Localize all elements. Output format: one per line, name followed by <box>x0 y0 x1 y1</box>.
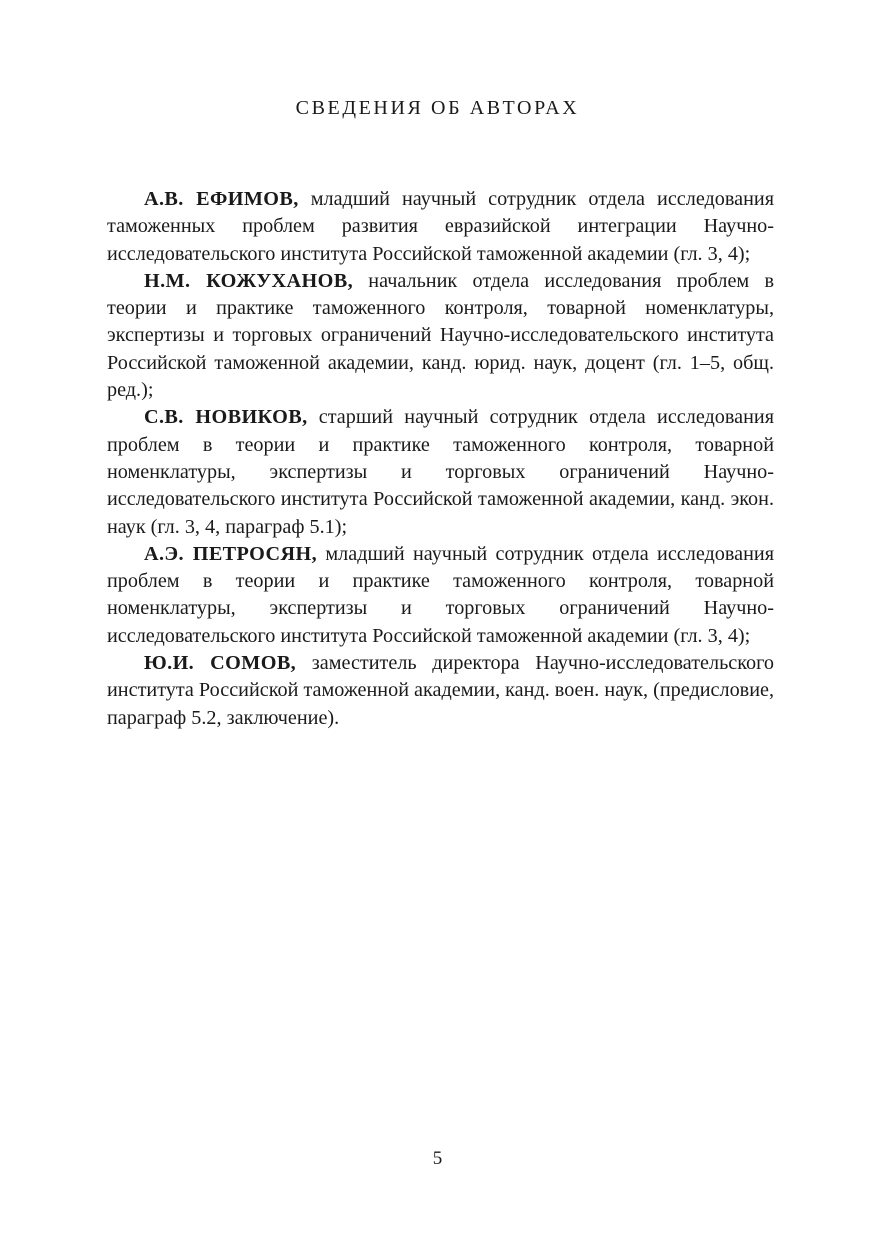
author-description: начальник отдела исследования проблем в теории и практике таможенного контроля, товарной номенклатуры, экспертизы и торговых ограничений Научно-исследовательского института Российской таможенной академии, канд. юрид. наук, доцент (гл. 1–5, общ. ред.); <box>107 269 774 402</box>
author-entry <box>107 186 774 268</box>
author-description: заместитель директора Научно-исследовательского института Российской таможенной академии, канд. воен. наук, (предисловие, параграф 5.2, заключение). <box>107 652 775 729</box>
author-entry <box>107 268 774 404</box>
author-name: А.В. ЕФИМОВ, <box>144 188 299 210</box>
author-name: Ю.И. СОМОВ, <box>144 652 297 675</box>
author-name: А.Э. ПЕТРОСЯН, <box>144 542 318 565</box>
author-name: Н.М. КОЖУХАНОВ, <box>144 269 354 292</box>
page-number: 5 <box>432 1148 443 1169</box>
author-entry <box>107 650 774 732</box>
author-description: младший научный сотрудник отдела исследования таможенных проблем развития евразийской интеграции Научно-исследовательского института Российской таможенной академии (гл. 3, 4); <box>107 188 775 265</box>
author-name: С.В. НОВИКОВ, <box>144 406 308 429</box>
author-description: младший научный сотрудник отдела исследования проблем в теории и практике таможенного контроля, товарной номенклатуры, экспертизы и торговых ограничений Научно-исследовательского института Российской таможенной академии (гл. 3, 4); <box>107 542 775 647</box>
author-entry <box>107 404 774 540</box>
author-description: старший научный сотрудник отдела исследования проблем в теории и практике таможенного контроля, товарной номенклатуры, экспертизы и торговых ограничений Научно-исследовательского института Российской таможенной академии, канд. экон. наук (гл. 3, 4, параграф 5.1); <box>107 406 774 538</box>
author-entry <box>107 541 774 650</box>
page-title: СВЕДЕНИЯ ОБ АВТОРАХ <box>295 97 580 119</box>
authors-list <box>107 186 774 732</box>
